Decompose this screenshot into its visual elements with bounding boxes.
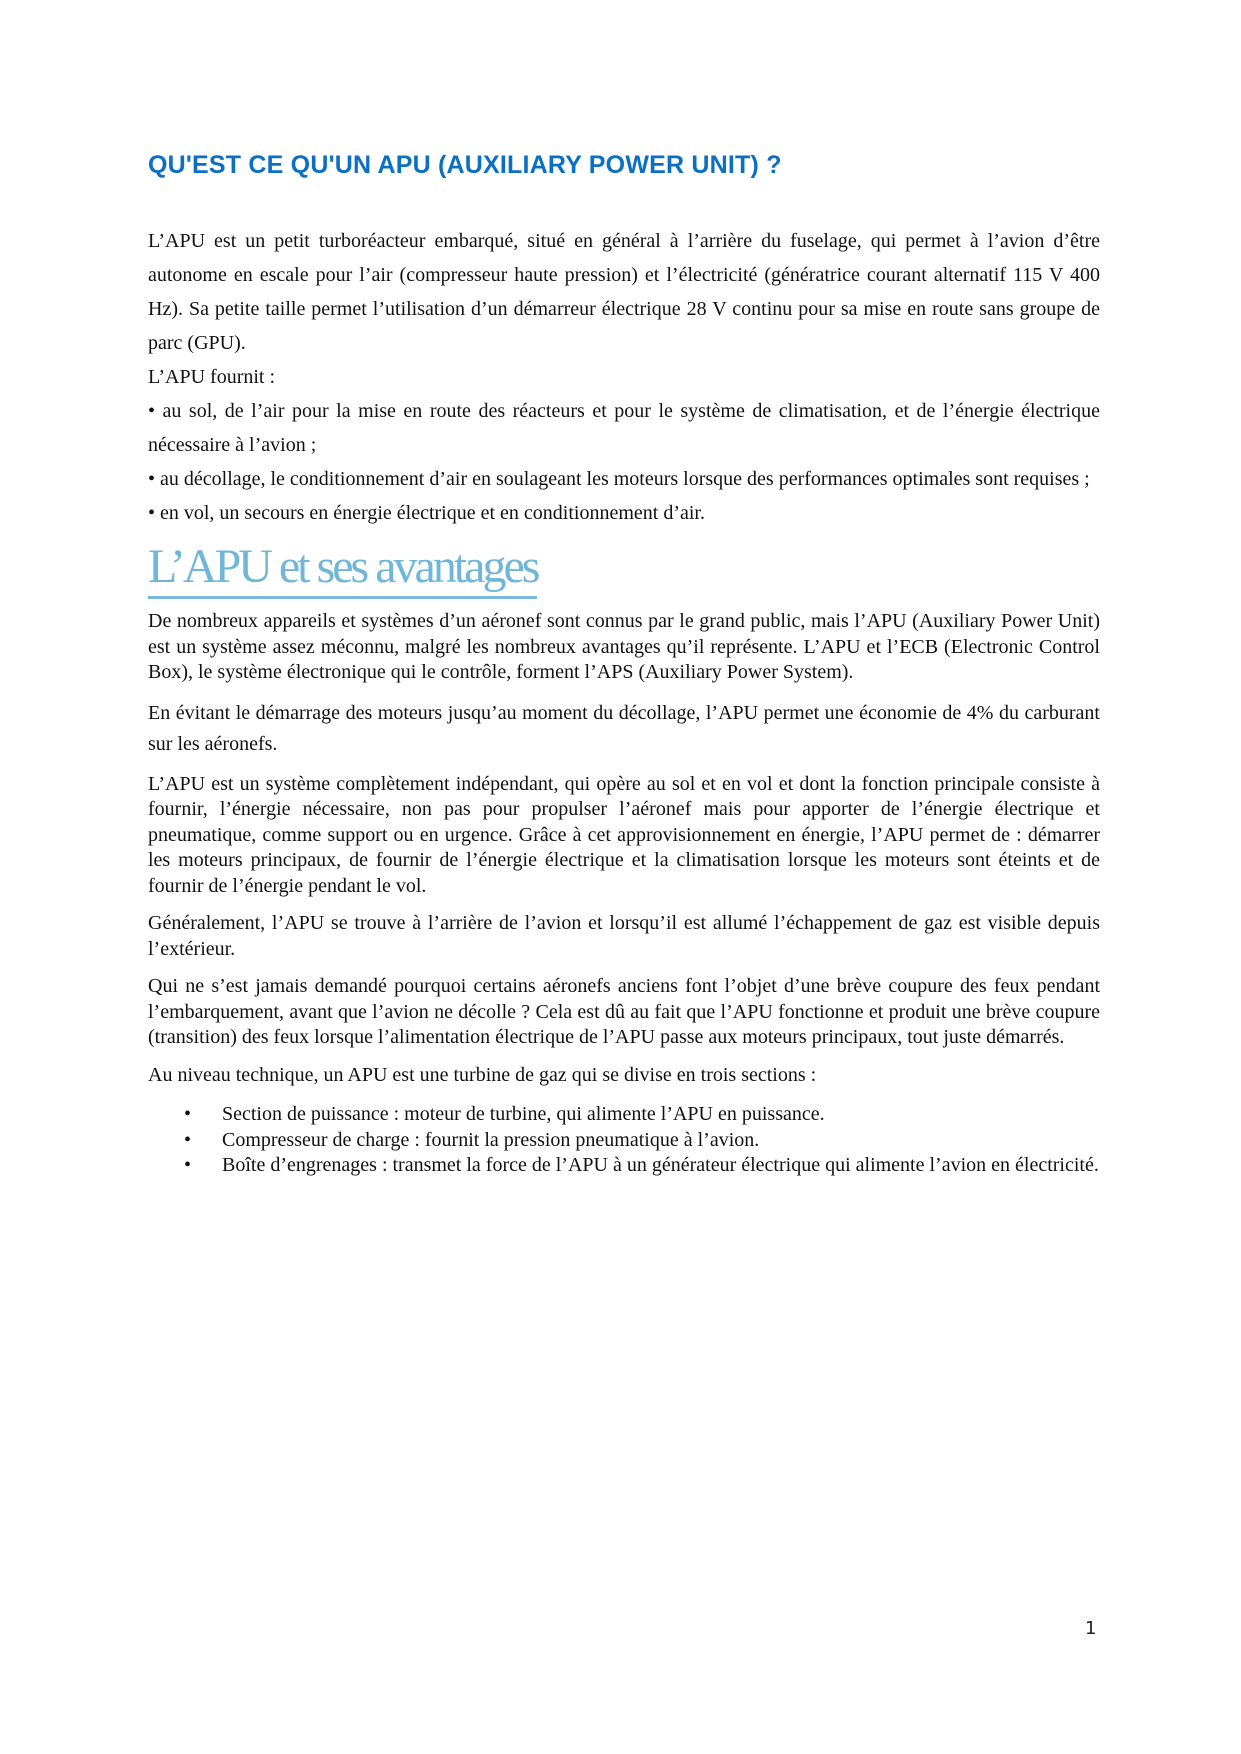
bullet-icon: • — [184, 1103, 192, 1125]
intro-section — [148, 224, 1100, 530]
page-content — [148, 150, 1100, 1179]
list-item-text: Section de puissance : moteur de turbine, qui alimente l’APU en puissance. — [222, 1103, 825, 1125]
intro-bullet-ground: • au sol, de l’air pour la mise en route des réacteurs et pour le système de climatisation, et de l’énergie électrique nécessaire à l’avion ; — [148, 400, 1100, 456]
bullet-icon: • — [184, 1154, 192, 1176]
bullet-icon: • — [184, 1128, 192, 1151]
body-paragraph: Au niveau technique, un APU est une turbine de gaz qui se divise en trois sections : — [148, 1063, 817, 1086]
body-paragraph: L’APU est un système complètement indépendant, qui opère au sol et en vol et dont la fonction principale consiste à fournir, l’énergie nécessaire, non pas pour propulser l’aéronef mais pour apporter de l’énergie électrique et pneumatique, comme support ou en urgence. Grâce à cet approvisionnement en énergie, l’APU permet de : démarrer les moteurs principaux, de fournir de l’énergie électrique et la climatisation lorsque les moteurs sont éteints et de fournir de l’énergie pendant le vol. — [148, 772, 1100, 897]
list-item — [184, 1128, 1100, 1154]
body-paragraph: De nombreux appareils et systèmes d’un aéronef sont connus par le grand public, mais l’APU (Auxiliary Power Unit) est un système assez méconnu, malgré les nombreux avantages qu’il représente. L’APU et l’ECB (Electronic Control Box), le système électronique qui le contrôle, forment l’APS (Auxiliary Power System). — [148, 610, 1100, 683]
list-item — [184, 1153, 1100, 1179]
intro-lead: L’APU fournit : — [148, 366, 276, 388]
intro-bullet-takeoff: • au décollage, le conditionnement d’air en soulageant les moteurs lorsque des performances optimales sont requises ; — [148, 468, 1090, 490]
intro-bullet-flight: • en vol, un secours en énergie électrique et en conditionnement d’air. — [148, 502, 705, 524]
advantages-section — [148, 609, 1100, 1179]
intro-paragraph: L’APU est un petit turboréacteur embarqué, situé en général à l’arrière du fuselage, qui permet à l’avion d’être autonome en escale pour l’air (compresseur haute pression) et l’électricité (génératrice courant alternatif 115 V 400 Hz). Sa petite taille permet l’utilisation d’un démarreur électrique 28 V continu pour sa mise en route sans groupe de parc (GPU). — [148, 230, 1100, 354]
list-item-text: Boîte d’engrenages : transmet la force de l’APU à un générateur électrique qui alimente l’avion en électricité. — [222, 1154, 1099, 1176]
body-paragraph: En évitant le démarrage des moteurs jusqu’au moment du décollage, l’APU permet une économie de 4% du carburant sur les aéronefs. — [148, 701, 1100, 755]
list-item-text: Compresseur de charge : fournit la pression pneumatique à l’avion. — [222, 1128, 760, 1151]
page-number: 1 — [1085, 1618, 1097, 1639]
main-heading: QU'EST CE QU'UN APU (AUXILIARY POWER UNIT) ? — [148, 151, 782, 179]
list-item — [184, 1102, 1100, 1128]
section-heading: L’APU et ses avantages — [148, 538, 537, 599]
body-paragraph: Qui ne s’est jamais demandé pourquoi certains aéronefs anciens font l’objet d’une brève coupure des feux pendant l’embarquement, avant que l’avion ne décolle ? Cela est dû au fait que l’APU fonctionne et produit une brève coupure (transition) des feux lorsque l’alimentation électrique de l’APU passe aux moteurs principaux, tout juste démarrés. — [148, 975, 1100, 1048]
body-paragraph: Généralement, l’APU se trouve à l’arrière de l’avion et lorsqu’il est allumé l’échappement de gaz est visible depuis l’extérieur. — [148, 912, 1100, 960]
sections-list — [148, 1102, 1100, 1179]
